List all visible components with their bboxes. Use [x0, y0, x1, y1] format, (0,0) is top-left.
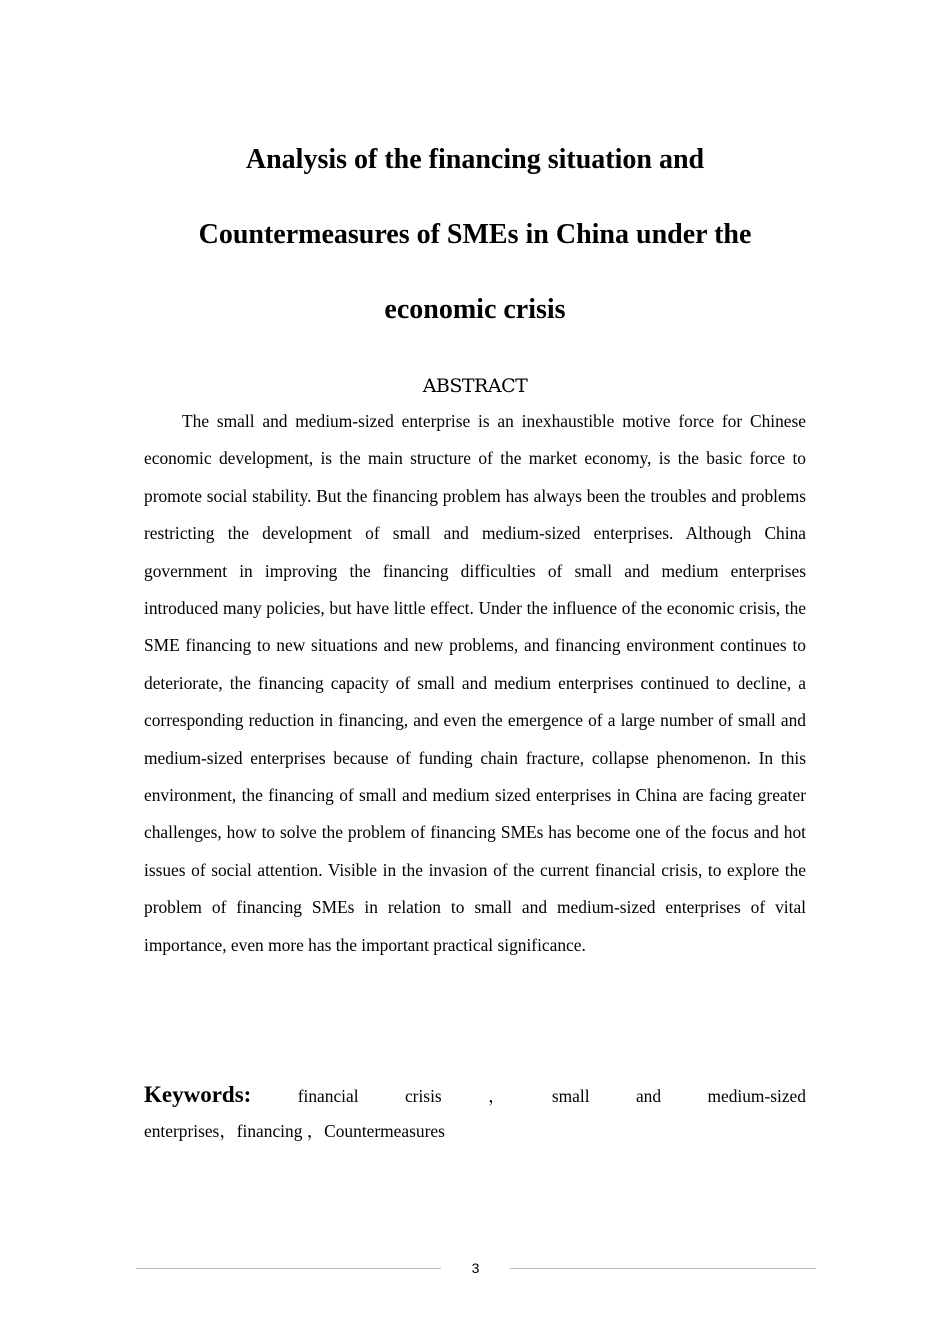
keyword-word: small: [551, 1086, 590, 1106]
keywords-line-2: enterprises，financing ，Countermeasures: [144, 1121, 445, 1141]
title-line-1: Analysis of the financing situation and: [245, 144, 705, 175]
keyword-separator: ，: [488, 1086, 506, 1106]
abstract-heading: ABSTRACT: [422, 375, 528, 397]
document-title: [140, 122, 810, 347]
title-line-2: Countermeasures of SMEs in China under the: [198, 219, 752, 250]
keyword-word: medium-sized: [707, 1086, 806, 1106]
title-line-3: economic crisis: [384, 294, 566, 325]
footer-rule-right: [510, 1268, 816, 1269]
abstract-paragraph: The small and medium-sized enterprise is an inexhaustible motive force for Chinese economic development, is the main structure of the market economy, is the basic force to promote social stability. But the financing problem has always been the troubles and problems restricting the development of small and medium-sized enterprises. Although China government in improving the financing difficulties of small and medium enterprises introduced many policies, but have little effect. Under the influence of the economic crisis, the SME financing to new situations and new problems, and financing environment continues to deteriorate, the financing capacity of small and medium enterprises continued to decline, a corresponding reduction in financing, and even the emergence of a large number of small and medium-sized enterprises because of funding chain fracture, collapse phenomenon. In this environment, the financing of small and medium sized enterprises in China are facing greater challenges, how to solve the problem of financing SMEs has become one of the focus and hot issues of social attention. Visible in the invasion of the current financial crisis, to explore the problem of financing SMEs in relation to small and medium-sized enterprises of vital importance, even more has the important practical significance.: [144, 411, 806, 955]
keywords-label: Keywords:: [144, 1082, 252, 1107]
footer-rule-left: [136, 1268, 441, 1269]
keyword-word: financial: [297, 1086, 359, 1106]
page-number: 3: [471, 1260, 480, 1276]
keyword-word: crisis: [404, 1086, 442, 1106]
keywords-line-1: [144, 1076, 806, 1113]
keywords-section: [144, 1076, 806, 1150]
keyword-word: and: [635, 1086, 662, 1106]
page-footer: [136, 1256, 816, 1280]
